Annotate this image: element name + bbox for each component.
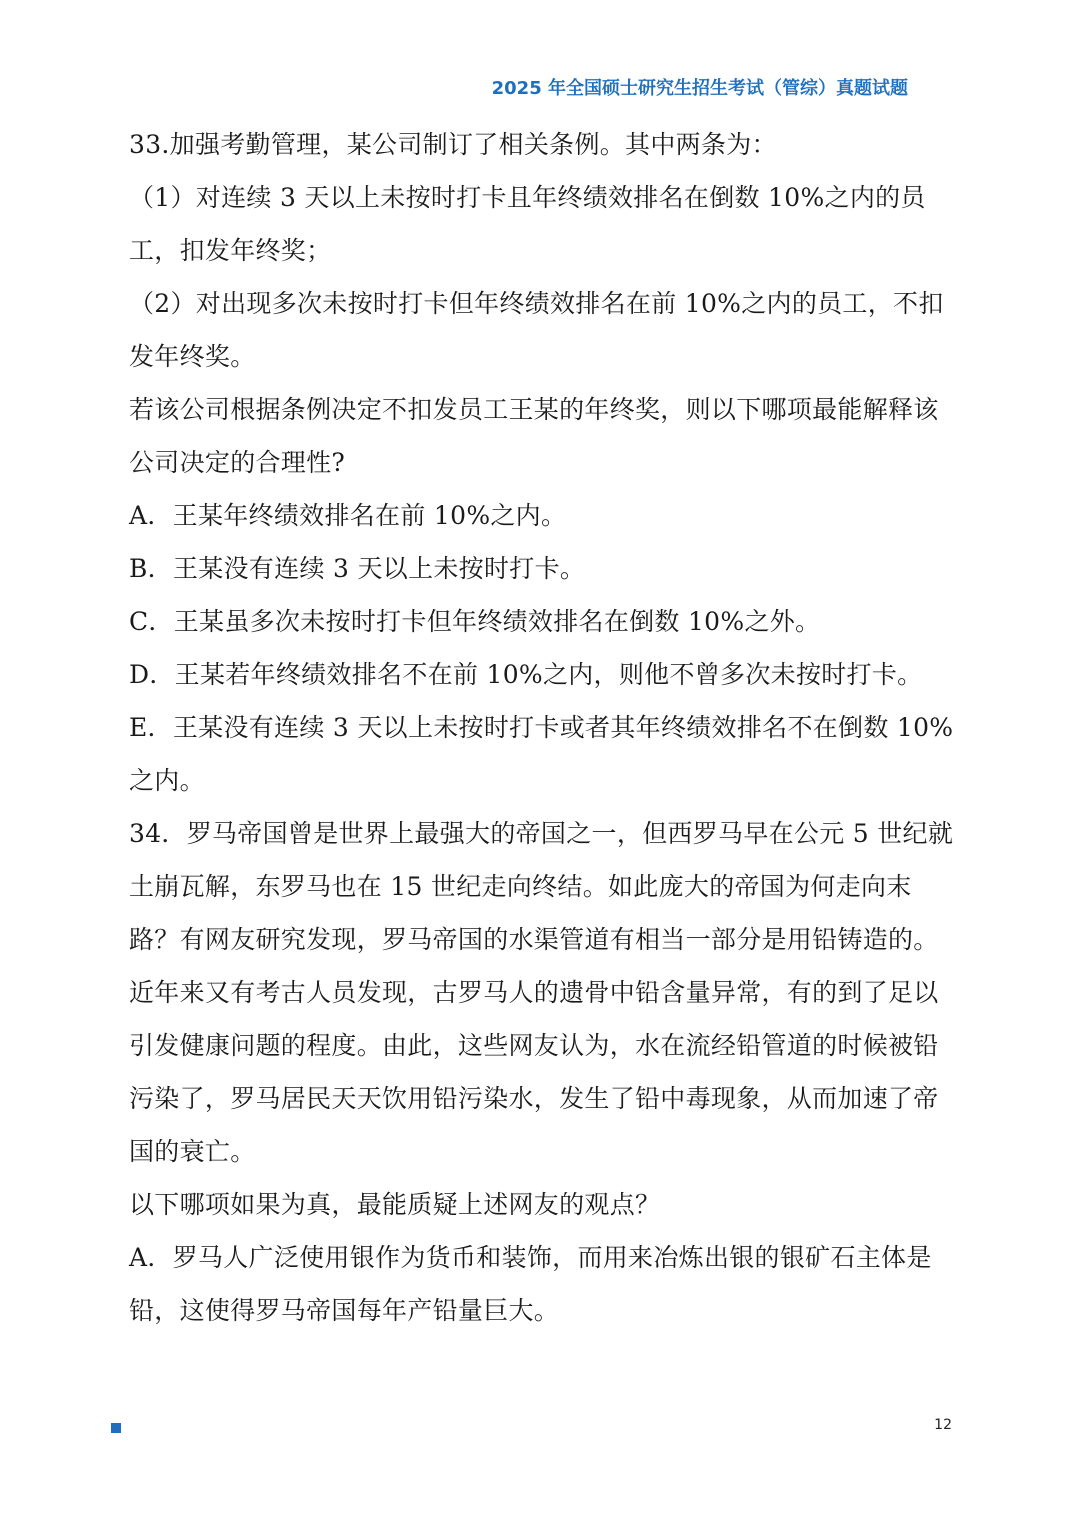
page-number: 12: [934, 1417, 952, 1433]
page-header-title: 2025 年全国硕士研究生招生考试（管综）真题试题: [491, 78, 908, 99]
q33-rule-1: （1）对连续 3 天以上未按时打卡且年终绩效排名在倒数 10%之内的员工，扣发年终奖；: [129, 183, 926, 265]
q33-option-e: E．王某没有连续 3 天以上未按时打卡或者其年终绩效排名不在倒数 10%之内。: [129, 713, 954, 795]
page-content: [129, 118, 955, 1337]
q34-stem: 34．罗马帝国曾是世界上最强大的帝国之一，但西罗马早在公元 5 世纪就土崩瓦解，东罗马也在 15 世纪走向终结。如此庞大的帝国为何走向末路？有网友研究发现，罗马帝国的水渠管道有相当一部分是用铅铸造的。近年来又有考古人员发现，古罗马人的遗骨中铅含量异常，有的到了足以引发健康问题的程度。由此，这些网友认为，水在流经铅管道的时候被铅污染了，罗马居民天天饮用铅污染水，发生了铅中毒现象，从而加速了帝国的衰亡。: [129, 819, 954, 1166]
q33-option-a: A．王某年终绩效排名在前 10%之内。: [129, 501, 567, 530]
q33-question: 若该公司根据条例决定不扣发员工王某的年终奖，则以下哪项最能解释该公司决定的合理性?: [129, 395, 939, 477]
q33-option-d: D．王某若年终绩效排名不在前 10%之内，则他不曾多次未按时打卡。: [129, 660, 923, 689]
q33-option-c: C．王某虽多次未按时打卡但年终绩效排名在倒数 10%之外。: [129, 607, 821, 636]
q33-stem: 33.加强考勤管理，某公司制订了相关条例。其中两条为：: [129, 130, 777, 159]
q33-rule-2: （2）对出现多次未按时打卡但年终绩效排名在前 10%之内的员工，不扣发年终奖。: [129, 289, 944, 371]
q34-question: 以下哪项如果为真，最能质疑上述网友的观点？: [129, 1190, 661, 1219]
footer-square-marker: [111, 1423, 121, 1433]
q34-option-a: A．罗马人广泛使用银作为货币和装饰，而用来冶炼出银的银矿石主体是铅，这使得罗马帝国每年产铅量巨大。: [129, 1243, 932, 1325]
q33-option-b: B．王某没有连续 3 天以上未按时打卡。: [129, 554, 586, 583]
